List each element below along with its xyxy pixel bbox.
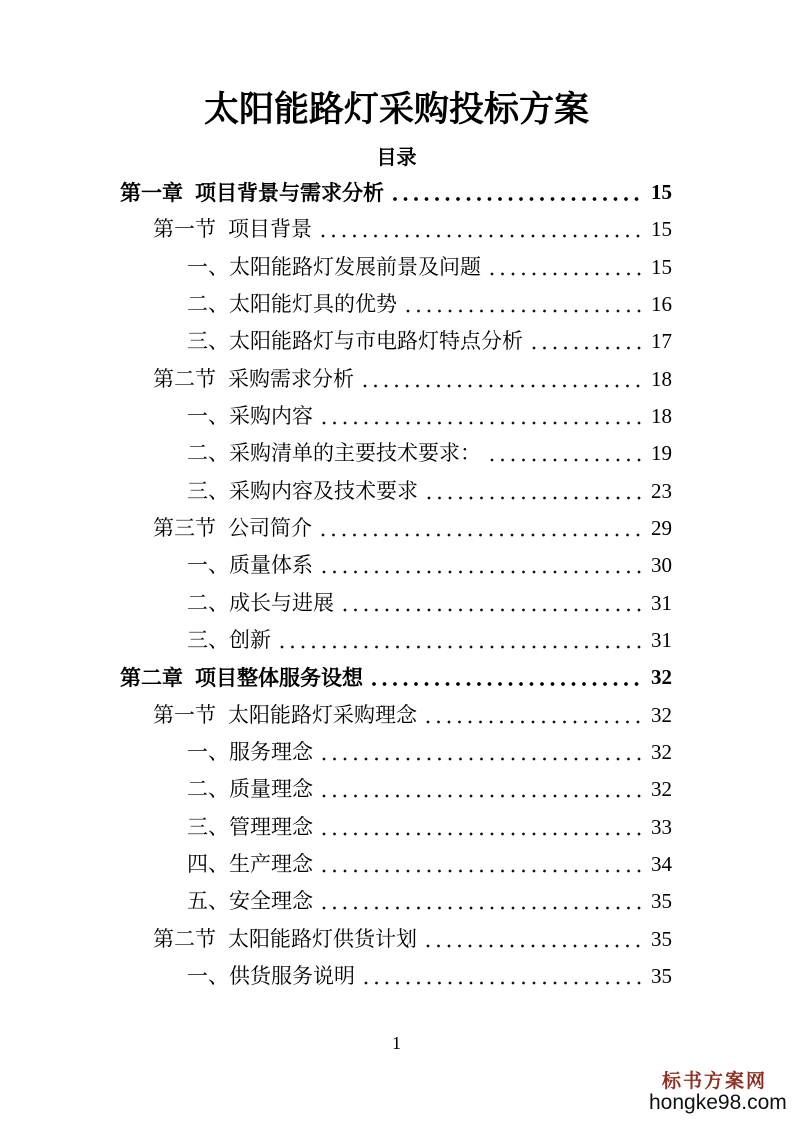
toc-entry-page: 33 [651, 814, 672, 839]
toc-entry-number: 二、 [187, 291, 229, 316]
toc-item-entry [120, 771, 672, 808]
toc-item-entry [120, 435, 672, 472]
toc-entry-number: 第二节 [153, 926, 216, 951]
watermark-logo [648, 1068, 790, 1116]
toc-entry-title: 服务理念 [229, 739, 313, 764]
toc-dot-leader [319, 734, 641, 771]
toc-entry-title: 太阳能路灯供货计划 [228, 926, 417, 951]
toc-entry-number: 二、 [187, 777, 229, 802]
toc-entry-page: 23 [651, 478, 672, 503]
toc-item-entry [120, 398, 672, 435]
toc-entry-page: 32 [651, 702, 672, 727]
watermark-brand-text: 标书方案网 [662, 1070, 768, 1092]
toc-dot-leader [369, 659, 641, 696]
toc-entry-page: 32 [651, 739, 672, 764]
toc-dot-leader [319, 883, 641, 920]
toc-entry-number: 一、 [187, 403, 229, 428]
toc-entry-number: 一、 [187, 553, 229, 578]
toc-entry-page: 17 [651, 329, 672, 354]
toc-entry-number: 一、 [187, 254, 229, 279]
toc-entry-number: 第一节 [153, 217, 216, 242]
page-number: 1 [392, 1033, 401, 1053]
toc-item-entry [120, 323, 672, 360]
toc-entry-title: 采购内容及技术要求 [229, 478, 418, 503]
toc-dot-leader [318, 510, 641, 547]
toc-entry-page: 30 [651, 553, 672, 578]
toc-entry-number: 二、 [187, 590, 229, 615]
toc-entry-number: 第一节 [153, 702, 216, 727]
toc-chapter-entry [120, 659, 672, 696]
toc-entry-number: 四、 [187, 851, 229, 876]
toc-section-entry [120, 211, 672, 248]
toc-entry-page: 16 [651, 291, 672, 316]
toc-dot-leader [277, 622, 641, 659]
toc-entry-number: 二、 [187, 441, 229, 466]
toc-entry-title: 供货服务说明 [229, 963, 355, 988]
toc-entry-number: 一、 [187, 963, 229, 988]
toc-dot-leader [361, 958, 641, 995]
toc-dot-leader [340, 585, 641, 622]
toc-entry-page: 19 [651, 441, 672, 466]
toc-entry-title: 太阳能路灯发展前景及问题 [229, 254, 481, 279]
toc-item-entry [120, 622, 672, 659]
toc-item-entry [120, 585, 672, 622]
toc-section-entry [120, 361, 672, 398]
toc-entry-page: 32 [651, 665, 672, 690]
toc-item-entry [120, 809, 672, 846]
table-of-contents [120, 174, 672, 995]
toc-entry-title: 创新 [229, 627, 271, 652]
toc-entry-title: 太阳能灯具的优势 [229, 291, 397, 316]
watermark-site-text: hongke98.com [649, 1091, 787, 1114]
toc-entry-page: 31 [651, 627, 672, 652]
toc-dot-leader [487, 249, 641, 286]
toc-heading: 目录 [376, 145, 417, 169]
toc-entry-title: 安全理念 [229, 889, 313, 914]
toc-entry-title: 采购内容 [229, 403, 313, 428]
toc-section-entry [120, 697, 672, 734]
toc-entry-title: 质量体系 [229, 553, 313, 578]
toc-entry-page: 32 [651, 777, 672, 802]
toc-dot-leader [390, 174, 641, 211]
toc-item-entry [120, 734, 672, 771]
toc-section-entry [120, 921, 672, 958]
toc-item-entry [120, 547, 672, 584]
toc-entry-page: 35 [651, 963, 672, 988]
toc-entry-title: 成长与进展 [229, 590, 334, 615]
toc-dot-leader [319, 398, 641, 435]
toc-entry-number: 三、 [187, 329, 229, 354]
document-title: 太阳能路灯采购投标方案 [203, 89, 589, 130]
toc-chapter-entry [120, 174, 672, 211]
toc-entry-title: 太阳能路灯与市电路灯特点分析 [229, 329, 523, 354]
toc-dot-leader [403, 286, 641, 323]
toc-entry-page: 18 [651, 366, 672, 391]
toc-entry-number: 第二节 [153, 366, 216, 391]
toc-dot-leader [319, 809, 641, 846]
toc-entry-page: 15 [651, 180, 672, 204]
toc-entry-title: 项目背景 [228, 217, 312, 242]
toc-entry-title: 采购清单的主要技术要求： [229, 441, 481, 466]
toc-entry-number: 三、 [187, 814, 229, 839]
toc-entry-page: 15 [651, 217, 672, 242]
toc-item-entry [120, 958, 672, 995]
toc-entry-title: 项目背景与需求分析 [195, 180, 384, 205]
toc-entry-page: 35 [651, 889, 672, 914]
toc-dot-leader [423, 921, 641, 958]
toc-entry-number: 五、 [187, 889, 229, 914]
toc-entry-page: 35 [651, 926, 672, 951]
toc-entry-number: 三、 [187, 478, 229, 503]
toc-dot-leader [319, 771, 641, 808]
toc-dot-leader [319, 846, 641, 883]
toc-dot-leader [424, 473, 641, 510]
toc-entry-number: 三、 [187, 627, 229, 652]
toc-item-entry [120, 846, 672, 883]
toc-dot-leader [529, 323, 641, 360]
toc-entry-title: 太阳能路灯采购理念 [228, 702, 417, 727]
toc-entry-page: 34 [651, 851, 672, 876]
toc-entry-number: 第一章 [120, 180, 183, 205]
toc-entry-page: 29 [651, 515, 672, 540]
toc-entry-title: 质量理念 [229, 777, 313, 802]
toc-dot-leader [319, 547, 641, 584]
toc-dot-leader [318, 211, 641, 248]
toc-entry-number: 一、 [187, 739, 229, 764]
toc-entry-page: 31 [651, 590, 672, 615]
toc-entry-page: 15 [651, 254, 672, 279]
toc-item-entry [120, 249, 672, 286]
toc-entry-title: 管理理念 [229, 814, 313, 839]
toc-section-entry [120, 510, 672, 547]
toc-item-entry [120, 883, 672, 920]
toc-entry-title: 采购需求分析 [228, 366, 354, 391]
toc-dot-leader [360, 361, 641, 398]
toc-entry-title: 项目整体服务设想 [195, 665, 363, 691]
toc-item-entry [120, 286, 672, 323]
toc-dot-leader [423, 697, 641, 734]
toc-entry-number: 第三节 [153, 515, 216, 540]
toc-item-entry [120, 473, 672, 510]
toc-entry-title: 公司简介 [228, 515, 312, 540]
toc-entry-page: 18 [651, 403, 672, 428]
toc-entry-title: 生产理念 [229, 851, 313, 876]
toc-dot-leader [487, 435, 641, 472]
toc-entry-number: 第二章 [120, 665, 183, 691]
